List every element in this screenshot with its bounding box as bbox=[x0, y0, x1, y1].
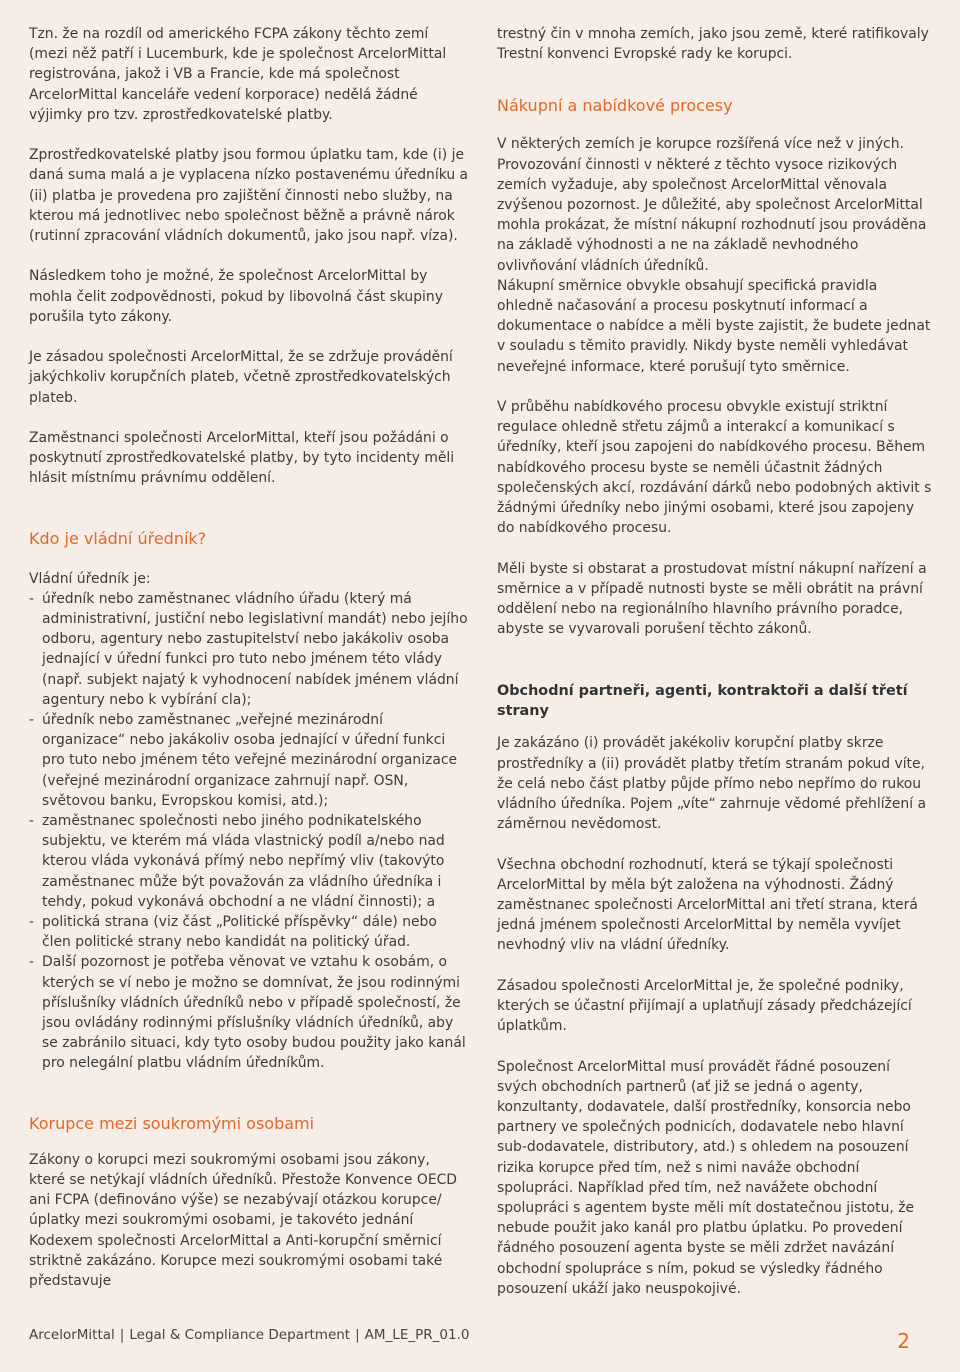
list-item: - Další pozornost je potřeba věnovat ve vztahu k osobám, o kterých se ví nebo je možno se domnívat, že jsou rodinnými příslušníky vládních úředníků nebo v případě společností, že jsou ovládány rodinnými příslušníky vládních úředníků, aby se zabránilo situaci, kdy tyto osoby budou použity jako kanál pro nelegální platbu vládním úředníkům. bbox=[29, 952, 469, 1073]
left-column bbox=[29, 24, 469, 1291]
partners-paragraph-2: Všechna obchodní rozhodnutí, která se týkají společnosti ArcelorMittal by měla být založena na výhodnosti. Žádný zaměstnanec společnosti ArcelorMittal ani třetí strana, která jedná jménem společnosti ArcelorMittal by neměla vyvíjet nevhodný vliv na vládní úředníky. bbox=[497, 856, 918, 954]
footer-document-code: AM_LE_PR_01.0 bbox=[364, 1327, 470, 1343]
partners-paragraph-4: Společnost ArcelorMittal musí provádět řádné posouzení svých obchodních partnerů (ať již se jedná o agenty, konzultanty, dodavatele, další prostředníky, konsorcia nebo partnery ve společných podnicích, dodavatele nebo hlavní sub-dodavatele, distributory, atd.) s ohledem na posouzení rizika korupce před tím, než s nimi naváže obchodní spolupráci. Například před tím, než navážete obchodní spolupráci s agentem byste měli mít dostatečnou jistotu, že nebude použit jako kanál pro platbu úplatku. Po provedení řádného posouzení agenta byste se měli zdržet navázání obchodní spolupráce s ním, pokud se výsledky řádného posouzení ukáží jako neuspokojivé. bbox=[497, 1058, 915, 1297]
continued-paragraph: trestný čin v mnoha zemích, jako jsou země, které ratifikovaly Trestní konvenci Evropské rady ke korupci. bbox=[497, 26, 929, 63]
partners-paragraph-3: Zásadou společnosti ArcelorMittal je, že společné podniky, kterých se účastní přijímají a uplatňují zásady předcházející úplatkům. bbox=[497, 977, 912, 1035]
heading-business-partners: Obchodní partneři, agenti, kontraktoři a další třetí strany bbox=[497, 683, 908, 720]
procurement-paragraph-4: Měli byste si obstarat a prostudovat místní nákupní nařízení a směrnice a v případě nutnosti byste se měli obrátit na právní oddělení nebo na regionálního hlavního právního poradce, abyste se vyvarovali porušení těchto zákonů. bbox=[497, 560, 927, 638]
list-item: - zaměstnanec společnosti nebo jiného podnikatelského subjektu, ve kterém má vláda vlastnický podíl a/nebo nad kterou vláda vykonává přímý nebo nepřímý vliv (takovýto zaměstnanec může být považován za vládního úředníka i tehdy, pokud vykonává obchodní a ne vládní činnosti); a bbox=[29, 811, 469, 912]
liability-paragraph: Následkem toho je možné, že společnost ArcelorMittal by mohla čelit zodpovědnosti, pokud by libovolná část skupiny porušila tyto zákony. bbox=[29, 268, 443, 325]
official-definition-list bbox=[29, 589, 469, 1074]
page-number: 2 bbox=[897, 1329, 910, 1353]
official-intro: Vládní úředník je: bbox=[29, 570, 151, 587]
list-item: - politická strana (viz část „Politické příspěvky“ dále) nebo člen politické strany nebo kandidát na politický úřad. bbox=[29, 912, 469, 952]
heading-government-official: Kdo je vládní úředník? bbox=[29, 528, 207, 548]
procurement-paragraph-2: Nákupní směrnice obvykle obsahují specifická pravidla ohledně načasování a procesu poskytnutí informací a dokumentace o nabídce a měli byste zajistit, že budete jednat v souladu s těmito pravidly. Nikdy byste neměli vyhledávat neveřejné informace, které porušují tyto směrnice. bbox=[497, 277, 931, 375]
procurement-paragraph-1: V některých zemích je korupce rozšířená více než v jiných. Provozování činnosti v některé z těchto vysoce rizikových zemích vyžaduje, aby společnost ArcelorMittal věnovala zvýšenou pozornost. Je důležité, aby společnost ArcelorMittal mohla prokázat, že místní nákupní rozhodnutí jsou prováděna na základě výhodnosti a ne na základě nevhodného ovlivňování vládních úředníků. bbox=[497, 136, 927, 274]
page-footer bbox=[29, 1327, 469, 1343]
facilitation-definition-paragraph: Zprostředkovatelské platby jsou formou úplatku tam, kde (i) je daná suma malá a je vyplacena nízko postavenému úředníku a (ii) platba je provedena pro zajištění činnosti nebo služby, na kterou má jednotlivec nebo společnost běžně a právně nárok (rutinní zpracování vládních dokumentů, jako jsou např. víza). bbox=[29, 147, 469, 245]
policy-paragraph: Je zásadou společnosti ArcelorMittal, že se zdržuje provádění jakýchkoliv korupčních plateb, včetně zprostředkovatelských plateb. bbox=[29, 349, 453, 406]
heading-private-corruption: Korupce mezi soukromými osobami bbox=[29, 1113, 315, 1133]
procurement-paragraph-3: V průběhu nabídkového procesu obvykle existují striktní regulace ohledně střetu zájmů a interakcí a komunikací s úředníky, kteří jsou zapojeni do nabídkového procesu. Během nabídkového procesu byste se neměli účastnit žádných společenských akcí, rozdávání dárků nebo podobných aktivit s žádnými úředníky nebo jinými osobami, které jsou zapojeny do nabídkového procesu. bbox=[497, 399, 932, 537]
footer-separator: | bbox=[119, 1327, 125, 1343]
employees-paragraph: Zaměstnanci společnosti ArcelorMittal, kteří jsou požádáni o poskytnutí zprostředkovatelské platby, by tyto incidenty měli hlásit místnímu právnímu oddělení. bbox=[29, 430, 455, 487]
footer-company: ArcelorMittal bbox=[29, 1327, 115, 1343]
heading-procurement: Nákupní a nabídkové procesy bbox=[497, 96, 733, 116]
footer-department: Legal & Compliance Department bbox=[129, 1327, 351, 1343]
partners-paragraph-1: Je zakázáno (i) provádět jakékoliv korupční platby skrze prostředníky a (ii) provádět platby třetím stranám pokud víte, že celá nebo část platby půjde přímo nebo nepřímo do rukou vládního úředníka. Pojem „víte“ zahrnuje vědomé přehlížení a záměrnou nevědomost. bbox=[497, 735, 926, 833]
private-corruption-paragraph: Zákony o korupci mezi soukromými osobami jsou zákony, které se netýkají vládních úředníků. Přestože Konvence OECD ani FCPA (definováno výše) se nezabývají otázkou korupce/úplatky mezi soukromými osobami, je takovéto jednání Kodexem společnosti ArcelorMittal a Anti-korupční směrnicí striktně zakázáno. Korupce mezi soukromými osobami také představuje bbox=[29, 1151, 457, 1289]
right-column bbox=[497, 24, 933, 1299]
list-item: - úředník nebo zaměstnanec „veřejné mezinárodní organizace“ nebo jakákoliv osoba jednající v úřední funkci pro tuto nebo jménem této veřejné mezinárodní organizace (veřejné mezinárodní organizace zahrnují např. OSN, světovou banku, Evropskou komisi, atd.); bbox=[29, 710, 469, 811]
list-item: - úředník nebo zaměstnanec vládního úřadu (který má administrativní, justiční nebo legislativní mandát) nebo jejího odboru, agentury nebo zastupitelství nebo jakákoliv osoba jednající v úřední funkci pro tuto nebo jménem této vlády (např. subjekt najatý k vyhodnocení nabídek jménem vládní agentury nebo k vybírání cla); bbox=[29, 589, 469, 710]
footer-separator: | bbox=[355, 1327, 360, 1343]
intro-paragraph: Tzn. že na rozdíl od amerického FCPA zákony těchto zemí (mezi něž patří i Lucemburk, kde je společnost ArcelorMittal registrována, jakož i VB a Francie, kde má společnost ArcelorMittal kanceláře vedení korporace) nedělá žádné výjimky pro tzv. zprostředkovatelské platby. bbox=[29, 26, 447, 123]
